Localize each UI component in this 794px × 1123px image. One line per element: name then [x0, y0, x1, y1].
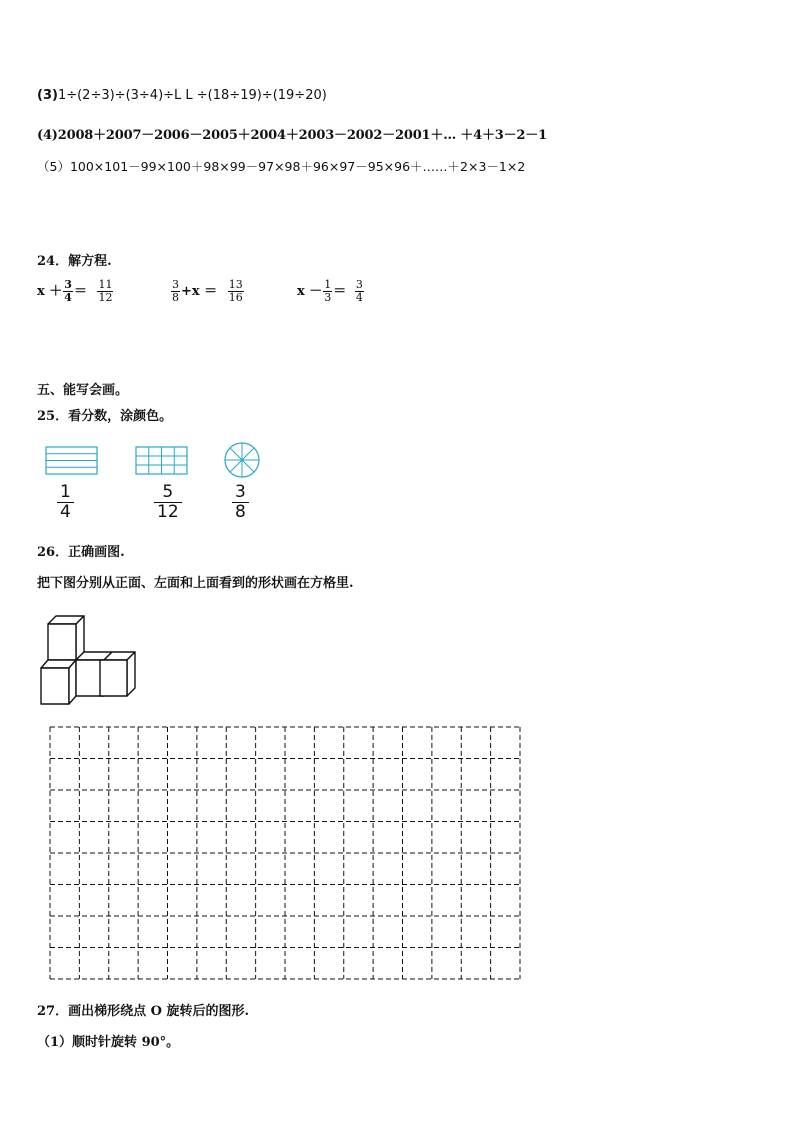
- q25-fraction-1-den: 4: [57, 502, 74, 522]
- q27-title: 27．画出梯形绕点 O 旋转后的图形.: [37, 1004, 249, 1019]
- eq1-rhs-den: 12: [98, 291, 113, 304]
- q23-part5-expression: 100×101－99×100＋98×99－97×98＋96×97－95×96＋……＋2×3－1×2: [69, 159, 526, 174]
- q26-instruction: 把下图分别从正面、左面和上面看到的形状画在方格里.: [37, 576, 354, 591]
- eq2-rhs-den: 16: [228, 291, 243, 304]
- eq3-rhs-num: 3: [355, 278, 363, 291]
- q24-equation-3: [297, 279, 365, 304]
- eq2-op: +x ＝: [181, 284, 218, 299]
- q25-shape-3-circle[interactable]: [223, 441, 261, 479]
- eq2-frac-den: 8: [172, 291, 179, 304]
- q26-title: 26．正确画图.: [37, 545, 125, 560]
- q25-title: 25．看分数，涂颜色。: [37, 409, 173, 424]
- q24-title: 24．解方程.: [37, 254, 112, 269]
- eq3-var: x －: [297, 284, 323, 299]
- eq3-equals: ＝: [333, 284, 347, 299]
- q23-part3-label: (3): [37, 88, 58, 103]
- eq1-fraction: [63, 279, 73, 304]
- q25-fraction-3-num: 3: [235, 482, 246, 502]
- q25-fraction-2-den: 12: [154, 502, 182, 522]
- eq1-frac-den: 4: [64, 291, 72, 304]
- q25-fraction-2-num: 5: [162, 482, 174, 502]
- eq2-fraction: [171, 279, 180, 304]
- q25-shape-1-rectangle[interactable]: [45, 446, 99, 476]
- q23-part3: [37, 88, 327, 103]
- q23-part5-label: （5）: [37, 159, 70, 174]
- drawing-grid[interactable]: [49, 726, 521, 980]
- q24-equation-1: [37, 279, 114, 304]
- eq2-rhs: [228, 279, 244, 304]
- section5-title: 五、能写会画。: [37, 383, 129, 398]
- eq3-frac-den: 3: [324, 291, 332, 304]
- eq1-frac-num: 3: [64, 278, 72, 291]
- q24-equation-2: [170, 279, 245, 304]
- eq3-frac-num: 1: [324, 278, 332, 291]
- eq1-rhs-num: 11: [98, 278, 113, 291]
- q25-shape-2-grid[interactable]: [135, 446, 189, 476]
- eq3-fraction: [323, 279, 332, 304]
- eq2-frac-num: 3: [172, 278, 179, 291]
- q23-part3-expression: 1÷(2÷3)÷(3÷4)÷L L ÷(18÷19)÷(19÷20): [57, 88, 327, 103]
- q27-part1: （1）顺时针旋转 90°。: [37, 1035, 180, 1050]
- eq1-rhs: [97, 279, 113, 304]
- eq1-var: x ＋: [37, 284, 63, 299]
- eq2-rhs-num: 13: [228, 278, 243, 291]
- q23-part5: [37, 157, 525, 175]
- q25-fraction-3-den: 8: [232, 502, 249, 522]
- q25-fraction-2: [154, 483, 182, 522]
- q25-fraction-3: [232, 483, 249, 522]
- eq1-equals: ＝: [73, 284, 87, 299]
- q25-fraction-1-num: 1: [60, 482, 71, 502]
- q23-part4: (4)2008＋2007－2006－2005＋2004＋2003－2002－2001＋… ＋4＋3－2－1: [37, 128, 547, 143]
- eq3-rhs: [355, 279, 364, 304]
- cube-stack-figure: [38, 612, 138, 706]
- eq3-rhs-den: 4: [355, 291, 363, 304]
- q25-fraction-1: [57, 483, 74, 522]
